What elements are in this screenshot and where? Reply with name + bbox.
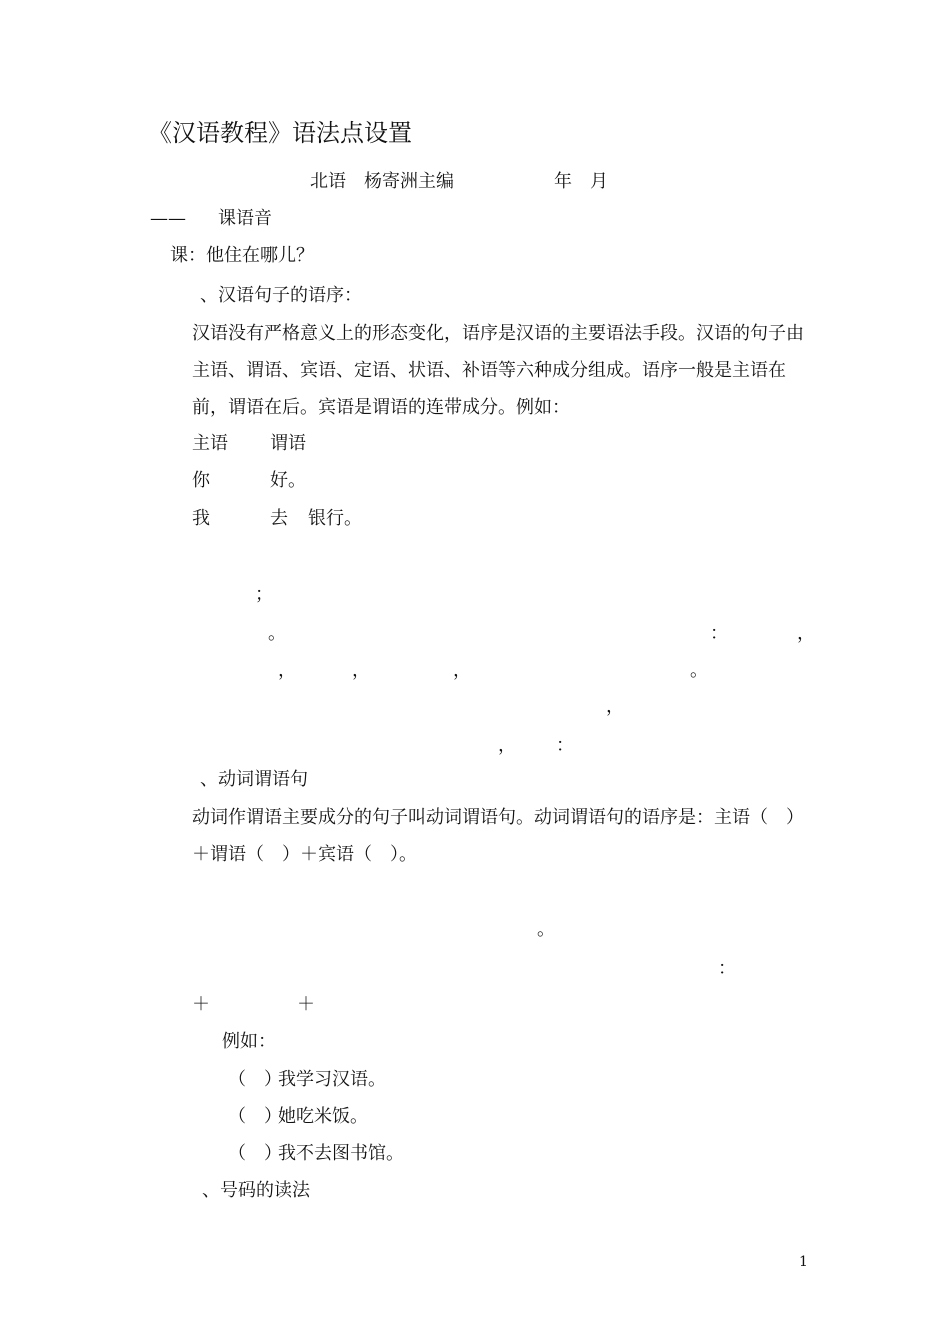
fragment-period: 。 xyxy=(537,919,555,940)
example-sentence: 她吃米饭。 xyxy=(278,1106,368,1127)
table-header-verb: 谓语 xyxy=(270,433,306,454)
example-paren: （ ） xyxy=(228,1106,282,1127)
example-paren: （ ） xyxy=(228,1069,282,1090)
table-header-subject: 主语 xyxy=(192,433,228,454)
section-1-heading: 、汉语句子的语序： xyxy=(200,285,362,306)
fragment-period: 。 xyxy=(690,660,708,681)
lesson-title: 课：他住在哪儿？ xyxy=(170,245,314,266)
fragment-comma: ， xyxy=(606,696,624,717)
section-3-heading: 、号码的读法 xyxy=(202,1180,310,1201)
fragment-colon: ： xyxy=(718,958,736,979)
table-row-1-verb: 好。 xyxy=(270,470,306,491)
fragment-comma: ， xyxy=(278,660,296,681)
table-row-2-object: 银行。 xyxy=(308,508,362,529)
example-sentence: 我学习汉语。 xyxy=(278,1069,386,1090)
example-paren: （ ） xyxy=(228,1143,282,1164)
table-row-2-verb: 去 xyxy=(270,508,288,529)
fragment-period: 。 xyxy=(268,623,286,644)
fragment-plus: ＋ xyxy=(192,994,210,1015)
unit-label: 课语音 xyxy=(218,208,272,229)
example-sentence: 我不去图书馆。 xyxy=(278,1143,404,1164)
fragment-comma: ， xyxy=(797,623,815,644)
table-row-1-subject: 你 xyxy=(192,470,210,491)
fragment-colon: ： xyxy=(556,735,574,756)
document-title: 《汉语教程》语法点设置 xyxy=(148,119,412,147)
fragment-comma: ， xyxy=(352,660,370,681)
page-number: 1 xyxy=(799,1254,808,1270)
fragment-semicolon: ； xyxy=(255,584,273,605)
fragment-colon: ： xyxy=(710,623,728,644)
section-1-paragraph: 汉语没有严格意义上的形态变化，语序是汉语的主要语法手段。汉语的句子由主语、谓语、宾语、定语、状语、补语等六种成分组成。语序一般是主语在前，谓语在后。宾语是谓语的连带成分。例如： xyxy=(192,323,804,418)
section-2-heading: 、动词谓语句 xyxy=(200,769,308,790)
unit-dash: —— xyxy=(150,208,186,229)
fragment-comma: ， xyxy=(498,735,516,756)
section-2-paragraph: 动词作谓语主要成分的句子叫动词谓语句。动词谓语句的语序是：主语（ ）＋谓语（ ）＋宾语（ ）。 xyxy=(192,807,804,865)
date-line: 年 月 xyxy=(554,171,608,192)
fragment-plus: ＋ xyxy=(297,994,315,1015)
table-row-2-subject: 我 xyxy=(192,508,210,529)
author-line: 北语 杨寄洲主编 xyxy=(310,171,454,192)
fragment-comma: ， xyxy=(453,660,471,681)
example-label: 例如： xyxy=(222,1031,276,1052)
